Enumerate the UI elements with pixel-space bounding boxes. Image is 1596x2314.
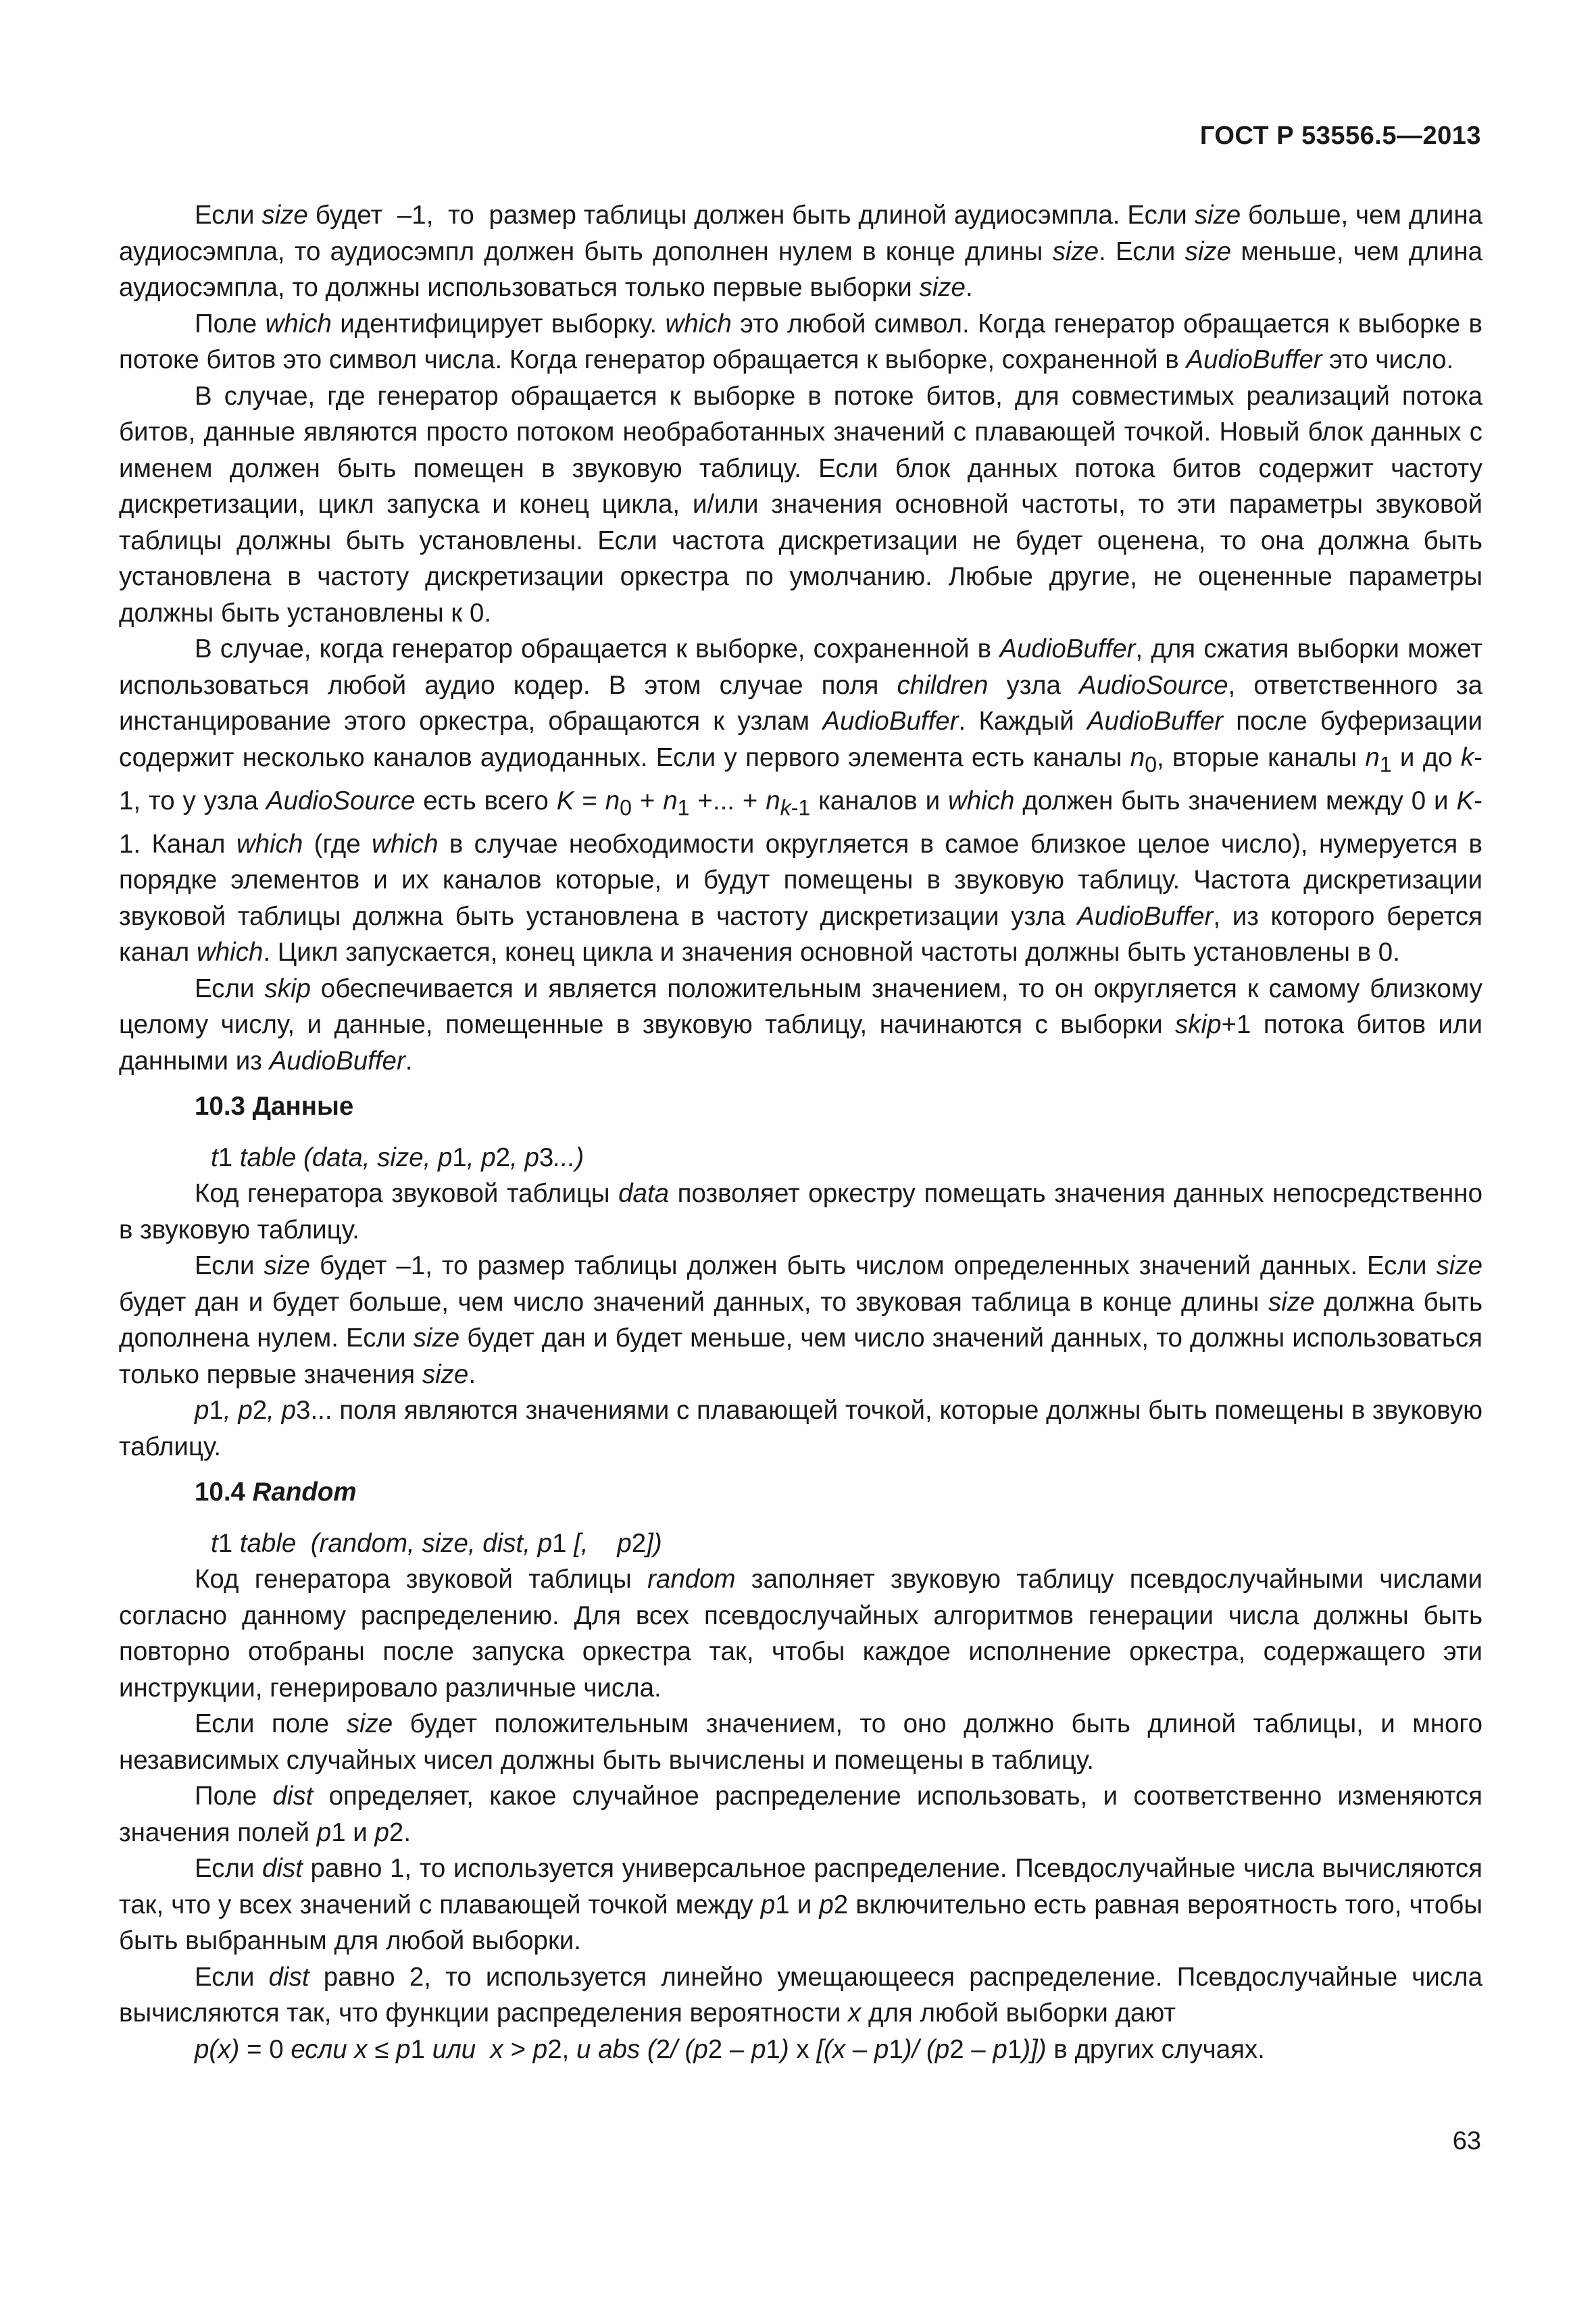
paragraph: В случае, когда генератор обращается к выборке, сохраненной в AudioBuffer, для сжатия выборки может использоваться любой аудио кодер. В этом случае поля children узла AudioSource, ответственного за инстанцирование этого оркестра, обращаются к узлам AudioBuffer. Каждый AudioBuffer после буферизации содержит несколько каналов аудиоданных. Если у первого элемента есть каналы $n_0$, вторые каналы $n_1$ и до k-1, то у узла AudioSource есть всего $K = n_0 + n_1$ +... + $n_{k-1}$ каналов и which должен быть значением между 0 и K-1. Канал which (где which в случае необходимости округляется в самое близкое целое число), нумеруется в порядке элементов и их каналов которые, и будут помещены в звуковую таблицу. Частота дискретизации звуковой таблицы должна быть установлена в частоту дискретизации узла AudioBuffer, из которого берется канал which. Цикл запускается, конец цикла и значения основной частоты должны быть установлены в 0. [119,634,1483,967]
equation-line: p(x) = 0 если x ≤ p1 или x > p2, и abs (2/ (p2 – p1) x [(x – p1)/ (p2 – p1)]) в других случаях. [195,2034,1265,2064]
syntax-line: t1 table (data, size, p1, p2, p3...) [211,1142,584,1172]
paragraph: Если size будет –1, то размер таблицы должен быть числом определенных значений данных. Если size будет дан и будет больше, чем число значений данных, то звуковая таблица в конце длины size должна быть дополнена нулем. Если size будет дан и будет меньше, чем число значений данных, то должны использоваться только первые значения size. [119,1251,1483,1389]
paragraph: Если size будет –1, то размер таблицы должен быть длиной аудиосэмпла. Если size больше, чем длина аудиосэмпла, то аудиосэмпл должен быть дополнен нулем в конце длины size. Если size меньше, чем длина аудиосэмпла, то должны использоваться только первые выборки size. [119,201,1482,302]
document-code: ГОСТ Р 53556.5—2013 [1199,122,1481,150]
paragraph: Если dist равно 2, то используется линейно умещающееся распределение. Псевдослучайные числа вычисляются так, что функции распределения вероятности x для любой выборки дают [119,1962,1482,2028]
paragraph: Поле dist определяет, какое случайное распределение использовать, и соответственно изменяются значения полей p1 и p2. [119,1782,1482,1847]
syntax-line: t1 table (random, size, dist, p1 [, p2]) [211,1528,662,1558]
paragraph: Код генератора звуковой таблицы data позволяет оркестру помещать значения данных непосредственно в звуковую таблицу. [119,1179,1482,1244]
section-heading [119,1474,1482,1511]
section-number: 10.4 [195,1478,245,1507]
paragraph: Если dist равно 1, то используется универсальное распределение. Псевдослучайные числа вычисляются так, что у всех значений с плавающей точкой между p1 и p2 включительно есть равная вероятность того, чтобы быть выбранным для любой выборки. [119,1854,1482,1956]
paragraph: Код генератора звуковой таблицы random заполняет звуковую таблицу псевдослучайными числами согласно данному распределению. Для всех псевдослучайных алгоритмов генерации числа должны быть повторно отобраны после запуска оркестра так, чтобы каждое исполнение оркестра, содержащего эти инструкции, генерировало различные числа. [119,1565,1482,1703]
section-title: Random [252,1478,357,1507]
paragraph: В случае, где генератор обращается к выборке в потоке битов, для совместимых реализаций потока битов, данные являются просто потоком необработанных значений с плавающей точкой. Новый блок данных с именем должен быть помещен в звуковую таблицу. Если блок данных потока битов содержит частоту дискретизации, цикл запуска и конец цикла, и/или значения основной частоты, то эти параметры звуковой таблицы должны быть установлены. Если частота дискретизации не будет оценена, то она должна быть установлена в частоту дискретизации оркестра по умолчанию. Любые другие, не оцененные параметры должны быть установлены к 0. [119,381,1482,628]
paragraph: Поле which идентифицирует выборку. which это любой символ. Когда генератор обращается к выборке в потоке битов это символ числа. Когда генератор обращается к выборке, сохраненной в AudioBuffer это число. [119,309,1483,374]
section-heading: 10.3 Данные [195,1092,354,1122]
paragraph: Если skip обеспечивается и является положительным значением, то он округляется к самому близкому целому числу, и данные, помещенные в звуковую таблицу, начинаются с выборки skip+1 потока битов или данными из AudioBuffer. [119,974,1482,1076]
paragraph: Если поле size будет положительным значением, то оно должно быть длиной таблицы, и много независимых случайных чисел должны быть вычислены и помещены в таблицу. [119,1709,1482,1775]
page-number: 63 [1452,2127,1481,2155]
page-body [119,197,1482,2067]
paragraph: p1, p2, p3... поля являются значениями с плавающей точкой, которые должны быть помещены в звуковую таблицу. [119,1396,1482,1461]
